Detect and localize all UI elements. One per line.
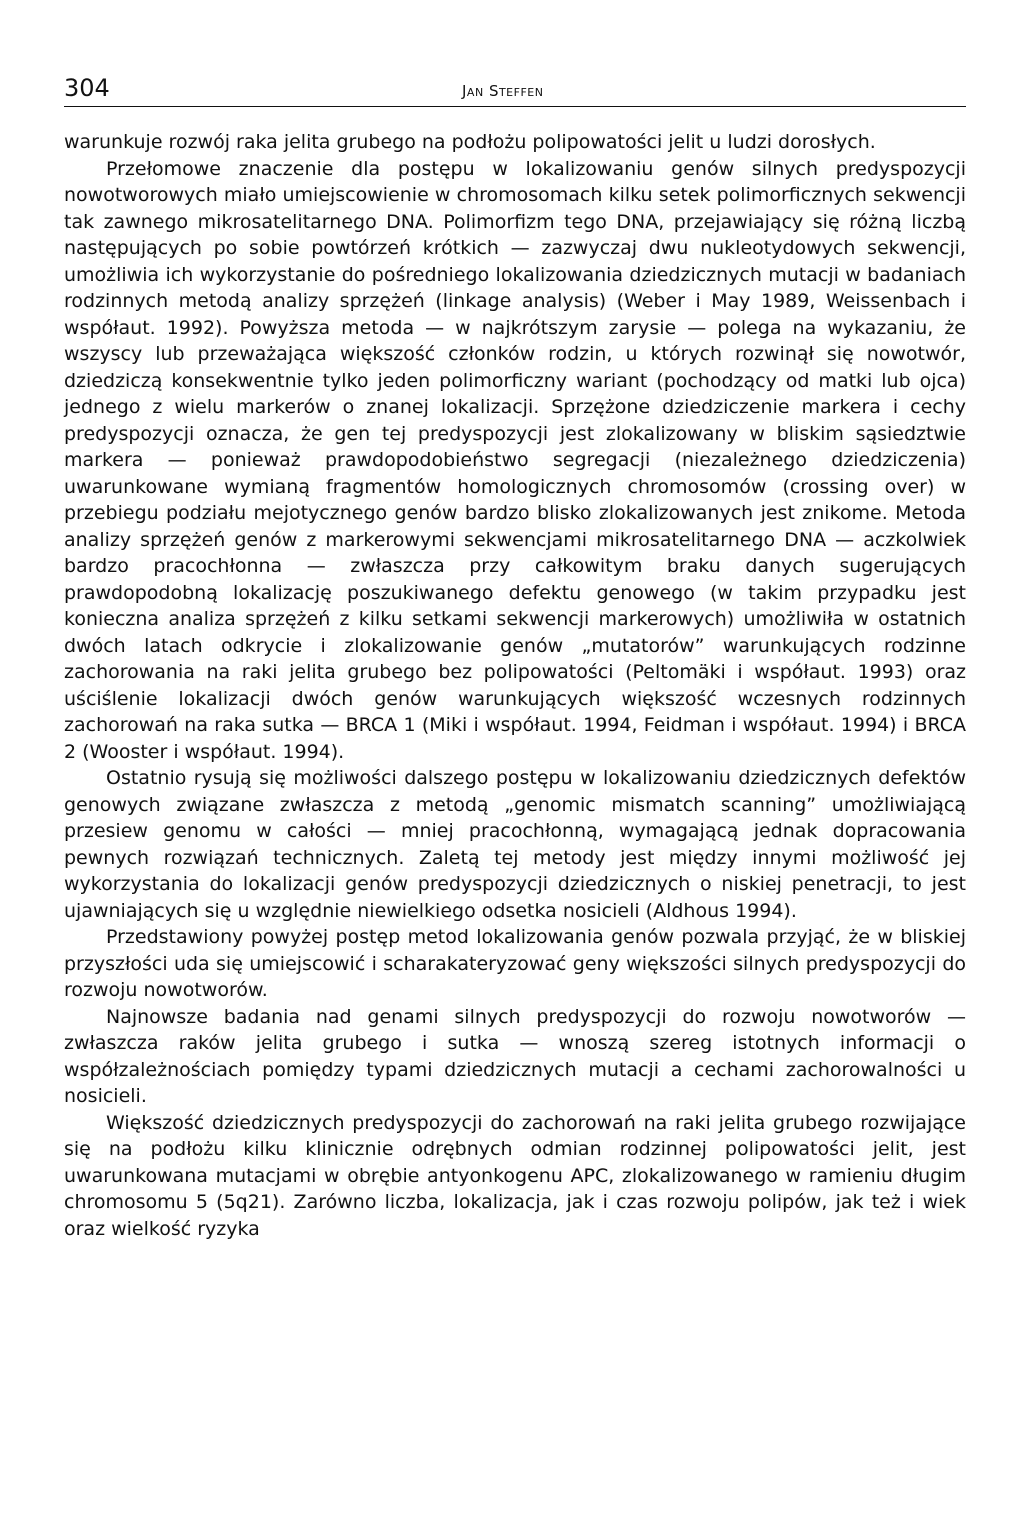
paragraph-apc-polyposis: Większość dziedzicznych predyspozycji do zachorowań na raki jelita grubego rozwijające się na podłożu kilku klinicznie odrębnych odmian rodzinnej polipowatości jelit, jest uwarunkowana mutacjami w obrębie antyonkogenu APC, zlokalizowanego w ramieniu długim chromosomu 5 (5q21). Zarówno liczba, lokalizacja, jak i czas rozwoju polipów, jak też i wiek oraz wielkość ryzyka xyxy=(64,1111,966,1240)
page-number: 304 xyxy=(64,74,110,102)
paragraph-recent-research: Najnowsze badania nad genami silnych predyspozycji do rozwoju nowotworów — zwłaszcza raków jelita grubego i sutka — wnoszą szereg istotnych informacji o współzależnościach pomiędzy typami dziedzicznych mutacji a cechami zachorowalności u nosicieli. xyxy=(64,1005,966,1107)
paragraph-linkage-analysis: Przełomowe znaczenie dla postępu w lokalizowaniu genów silnych predyspozycji nowotworowych miało umiejscowienie w chromosomach kilku setek polimorficznych sekwencji tak zawnego mikrosatelitarnego DNA. Polimorfizm tego DNA, przejawiający się różną liczbą następujących po sobie powtórzeń krótkich — zazwyczaj dwu nukleotydowych sekwencji, umożliwia ich wykorzystanie do pośredniego lokalizowania dziedzicznych mutacji w badaniach rodzinnych metodą analizy sprzężeń (linkage analysis) (Weber i May 1989, Weissenbach i współaut. 1992). Powyższa metoda — w najkrótszym zarysie — polega na wykazaniu, że wszyscy lub przeważająca większość członków rodzin, u których rozwinął się nowotwór, dziedziczą konsekwentnie tylko jeden polimorficzny wariant (pochodzący od matki lub ojca) jednego z wielu markerów o znanej lokalizacji. Sprzężone dziedziczenie markera i cechy predyspozycji oznacza, że gen tej predyspozycji jest zlokalizowany w bliskim sąsiedztwie markera — ponieważ prawdopodobieństwo segregacji (niezależnego dziedziczenia) uwarunkowane wymianą fragmentów homologicznych chromosomów (crossing over) w przebiegu podziału mejotycznego genów bardzo blisko zlokalizowanych jest znikome. Metoda analizy sprzężeń genów z markerowymi sekwencjami mikrosatelitarnego DNA — aczkolwiek bardzo pracochłonna — zwłaszcza przy całkowitym braku danych sugerujących prawdopodobną lokalizację poszukiwanego defektu genowego (w takim przypadku jest konieczna analiza sprzężeń z kilku setkami sekwencji markerowych) umożliwiła w ostatnich dwóch latach odkrycie i zlokalizowanie genów „mutatorów” warunkujących rodzinne zachorowania na raki jelita grubego bez polipowatości (Peltomäki i współaut. 1993) oraz uściślenie lokalizacji dwóch genów warunkujących większość wczesnych rodzinnych zachorowań na raka sutka — BRCA 1 (Miki i współaut. 1994, Feidman i współaut. 1994) i BRCA 2 (Wooster i współaut. 1994). xyxy=(64,157,966,763)
paragraph-genomic-mismatch-scanning: Ostatnio rysują się możliwości dalszego postępu w lokalizowaniu dziedzicznych defektów genowych związane zwłaszcza z metodą „genomic mismatch scanning” umożliwiającą przesiew genomu w całości — mniej pracochłonną, wymagającą jednak dopracowania pewnych rozwiązań technicznych. Zaletą tej metody jest między innymi możliwość jej wykorzystania do lokalizacji genów predyspozycji dziedzicznych o niskiej penetracji, to jest ujawniających się u względnie niewielkiego odsetka nosicieli (Aldhous 1994). xyxy=(64,767,966,922)
paragraph-continuation: warunkuje rozwój raka jelita grubego na podłożu polipowatości jelit u ludzi dorosłych. xyxy=(64,131,876,153)
body-text xyxy=(64,129,966,1242)
running-head xyxy=(64,74,966,107)
paragraph-progress-summary: Przedstawiony powyżej postęp metod lokalizowania genów pozwala przyjąć, że w bliskiej przyszłości uda się umiejscowić i scharakateryzować geny większości silnych predyspozycji do rozwoju nowotworów. xyxy=(64,926,966,1001)
running-head-author: Jan Steffen xyxy=(462,82,544,100)
